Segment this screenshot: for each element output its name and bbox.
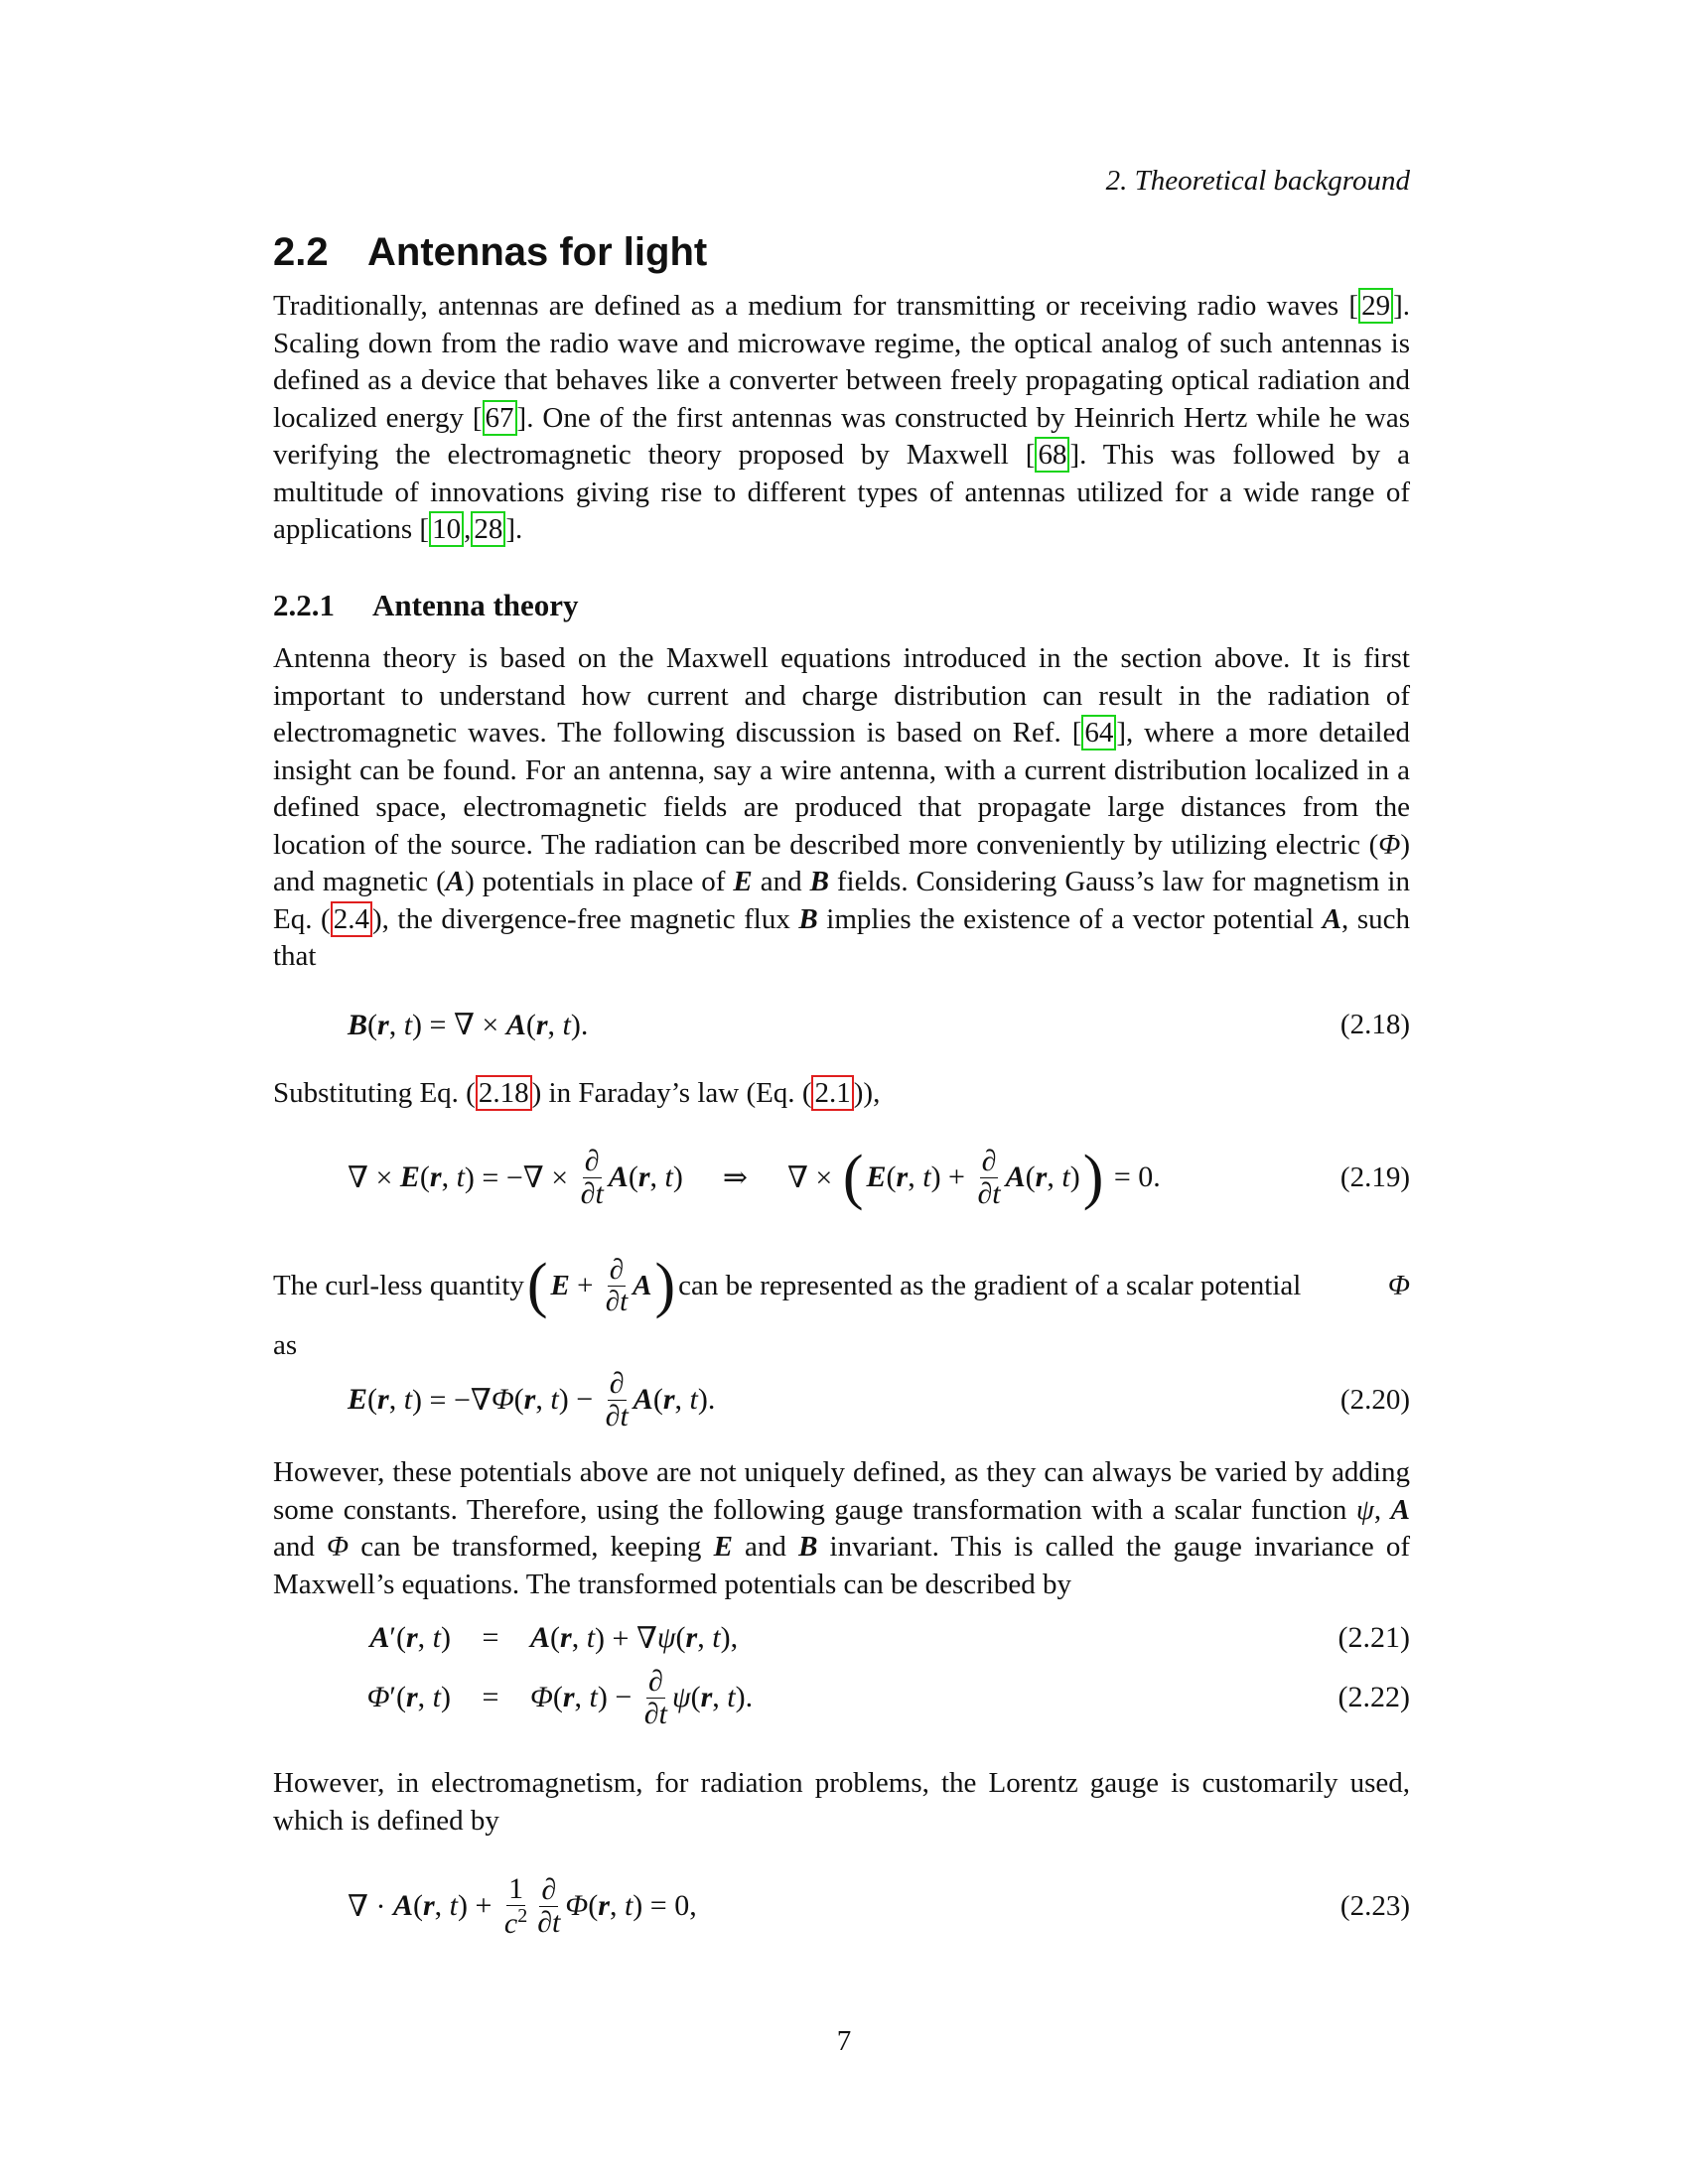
citation-link[interactable]: 10 [429, 511, 464, 547]
equation-array-2-21-2-22 [348, 1616, 1410, 1730]
citation-link[interactable]: 64 [1081, 715, 1116, 751]
citation-link[interactable]: 68 [1035, 437, 1069, 473]
paragraph-antenna-theory: Antenna theory is based on the Maxwell equations introduced in the section above. It is first important to understand how current and charge distribution can result in the radiation of electromagnetic waves. The following discussion is based on Ref. [ 64 ], where a more detailed insight can be found. For an antenna, say a wire antenna, with a current distribution localized in a defined space, electromagnetic fields are produced that propagate large distances from the location of the source. The radiation can be described more conveniently by utilizing electric (Φ) and magnetic (A) potentials in place of E and B fields. Considering Gauss’s law for magnetism in Eq. ( 2.4 ), the divergence-free magnetic flux B implies the existence of a vector potential A, such that [273, 642, 1410, 972]
citation-link[interactable]: 28 [471, 511, 505, 547]
page-number: 7 [836, 2025, 852, 2057]
equation-link[interactable]: 2.4 [331, 901, 372, 937]
equation-number: (2.20) [1339, 1383, 1410, 1416]
equation-number: (2.21) [1337, 1621, 1410, 1654]
subsection-heading [273, 588, 579, 623]
equation-number: (2.22) [1337, 1681, 1410, 1713]
subsection-number: 2.2.1 [273, 588, 335, 622]
paragraph-gauge: However, these potentials above are not uniquely defined, as they can always be varied by adding some constants. Therefore, using the following gauge transformation with a scalar function ψ, A and Φ can be transformed, keeping E and B invariant. This is called the gauge invariance of Maxwell’s equations. The transformed potentials can be described by [273, 1456, 1411, 1600]
section-heading [273, 230, 707, 275]
section-title: Antennas for light [367, 230, 708, 274]
equation-2-19: ∇ × E ( r , t ) = −∇ × $\frac{\partial}{\partial t}$ A ( r , t ) ⇒ ∇ × ( E ( r , t ) + $\frac{\partial}{\partial t}$ A ( r , t ) ) = 0. (2.19) [348, 1144, 1410, 1211]
citation-link[interactable]: 67 [483, 400, 517, 436]
equation-number: (2.19) [1339, 1160, 1410, 1193]
equation-number: (2.18) [1339, 1009, 1410, 1040]
section-number: 2.2 [273, 230, 329, 274]
equation-2-18: B ( r , t ) = ∇ × A ( r , t ). (2.18) [348, 1008, 1410, 1041]
citation-link[interactable]: 29 [1358, 288, 1393, 324]
equation-2-21: A′(r, t) = A ( r , t ) + ∇ ψ ( r , t ), (2.21) [369, 1621, 1410, 1655]
equation-2-22: Φ′(r, t) = Φ ( r , t ) − $\frac{\partial}{\partial t}$ ψ ( r , t ). (2.22) [366, 1665, 1410, 1730]
paragraph-faraday: Substituting Eq. ( 2.18 ) in Faraday’s law (Eq. ( 2.1 )), [273, 1077, 881, 1109]
paragraph-intro: Traditionally, antennas are defined as a medium for transmitting or receiving radio waves [ 29 ]. Scaling down from the radio wave and microwave regime, the optical analog of such antennas is defined as a device that behaves like a converter between freely propagating optical radiation and localized energy [ 67 ]. One of the first antennas was constructed by Heinrich Hertz while he was verifying the electromagnetic theory proposed by Maxwell [ 68 ]. This was followed by a multitude of innovations giving rise to different types of antennas utilized for a wide range of applications [ 10 , 28 ]. [273, 290, 1411, 545]
equation-number: (2.23) [1339, 1889, 1410, 1922]
running-head: 2. Theoretical background [1105, 165, 1410, 197]
paragraph-lorentz: However, in electromagnetism, for radiation problems, the Lorentz gauge is customarily used, which is defined by [273, 1767, 1410, 1837]
subsection-title: Antenna theory [372, 588, 579, 622]
paragraph-curl-less: The curl-less quantity ( E + $\frac{\partial}{\partial t}$ A ) can be represented as the gradient of a scalar potential Φ as [273, 1252, 1410, 1361]
equation-link[interactable]: 2.1 [811, 1075, 853, 1111]
equation-2-20: E ( r , t ) = −∇ Φ ( r , t ) − $\frac{\partial}{\partial t}$ A ( r , t ). (2.20) [348, 1367, 1410, 1433]
equation-link[interactable]: 2.18 [476, 1075, 532, 1111]
equation-2-23: ∇ · A ( r , t ) + $\frac{1}{c^2}$ $\frac{\partial}{\partial t}$ Φ ( r , t ) = 0, (2.23) [348, 1872, 1410, 1940]
